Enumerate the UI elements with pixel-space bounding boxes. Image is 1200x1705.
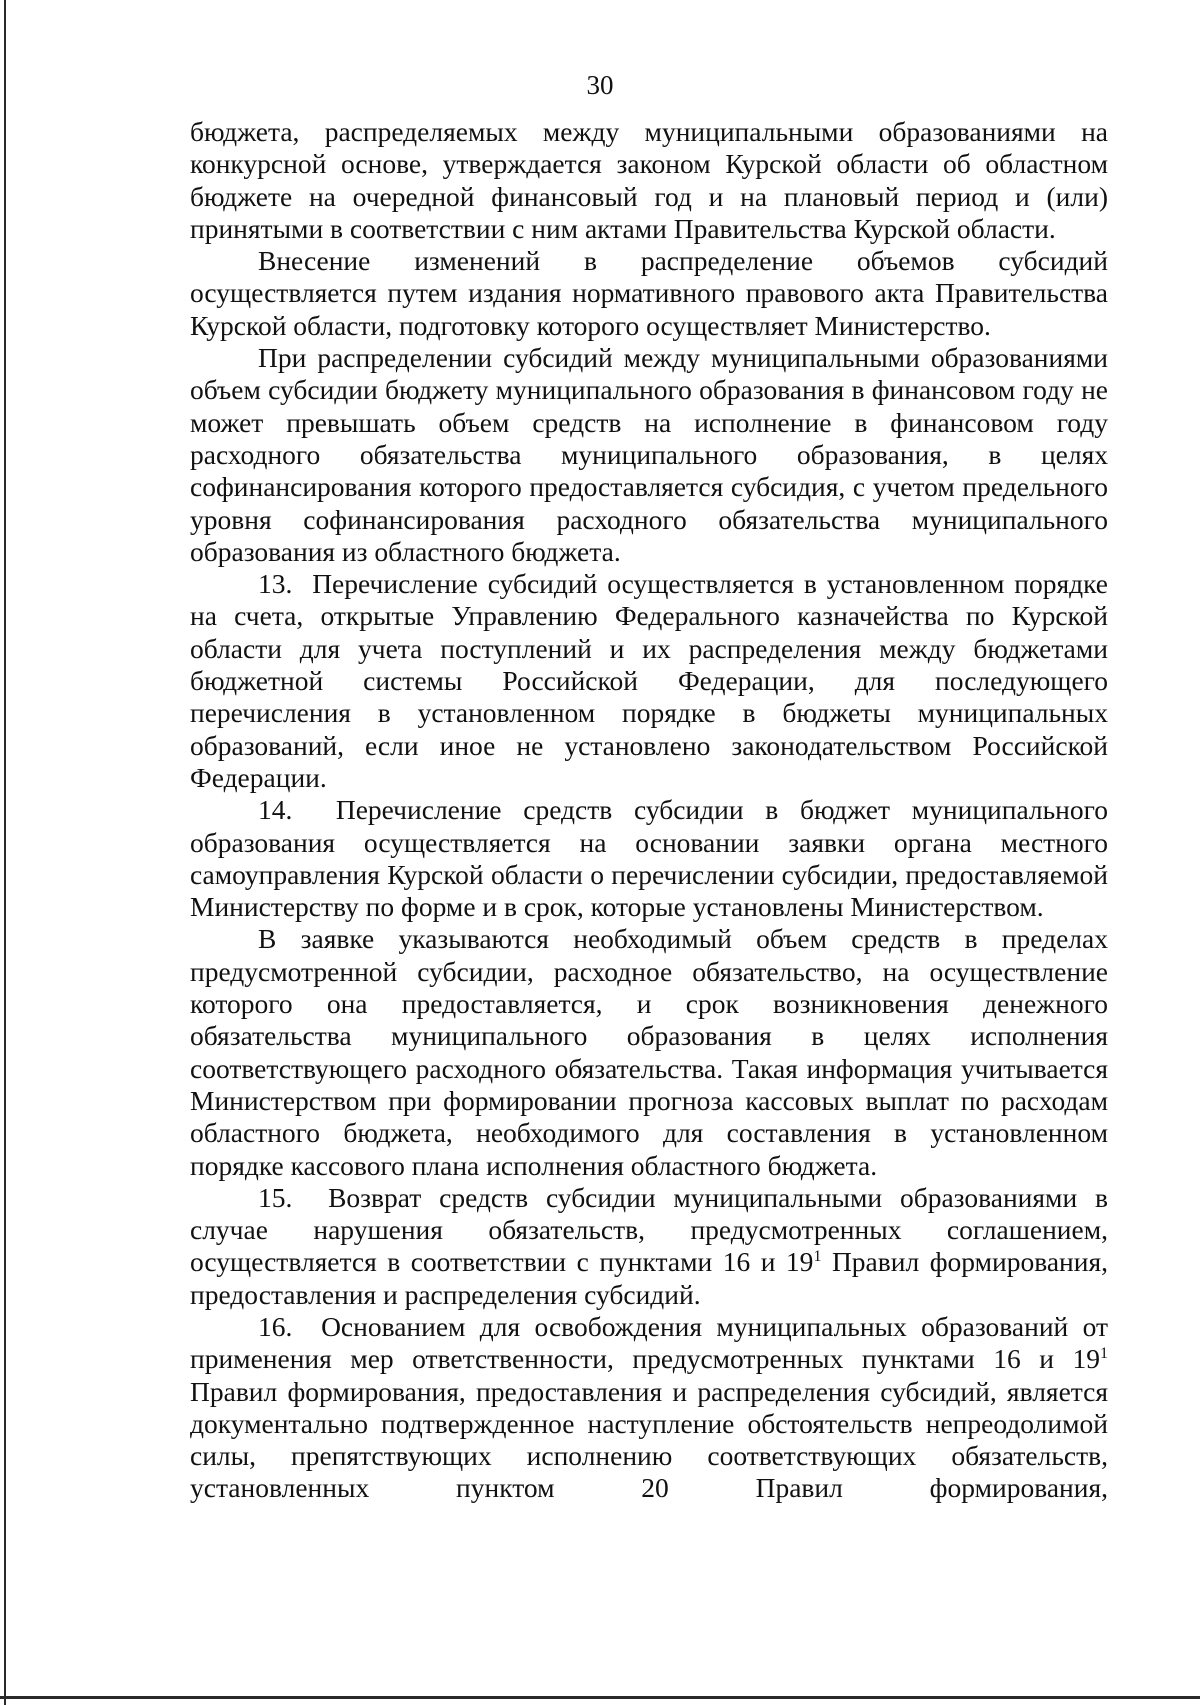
paragraph-amendments: Внесение изменений в распределение объемов субсидий осуществляется путем издания нормативного правового акта Правительства Курской области, подготовку которого осуществляет Министерство. bbox=[190, 245, 1108, 341]
paragraph-distribution-limit: При распределении субсидий между муниципальными образованиями объем субсидии бюджету муниципального образования в финансовом году не может превышать объем средств на исполнение в финансовом году расходного обязательства муниципального образования, в целях софинансирования которого предоставляется субсидия, с учетом предельного уровня софинансирования расходного обязательства муниципального образования из областного бюджета. bbox=[190, 342, 1108, 567]
paragraph-item-16 bbox=[190, 1311, 1108, 1505]
item-15-text-part-2: Правил формирования, предоставления и распределения субсидий. bbox=[190, 1246, 1108, 1310]
item-15-superscript: 1 bbox=[813, 1248, 822, 1266]
paragraph-item-15 bbox=[190, 1182, 1108, 1311]
scan-border-left bbox=[4, 0, 6, 1705]
item-16-text-part-2: Правил формирования, предоставления и распределения субсидий, является документально подтвержденное наступление обстоятельств непреодолимой силы, препятствующих исполнению соответствующих обязательств, установленных пунктом 20 Правил формирования, bbox=[190, 1375, 1108, 1504]
item-15-text-part-1: 15. Возврат средств субсидии муниципальными образованиями в случае нарушения обязательств, предусмотренных соглашением, осуществляется в соответствии с пунктами 16 и 19 bbox=[190, 1181, 1108, 1278]
item-16-text-part-1: 16. Основанием для освобождения муниципальных образований от применения мер ответственности, предусмотренных пунктами 16 и 19 bbox=[190, 1310, 1108, 1375]
paragraph-budget-approval: бюджета, распределяемых между муниципальными образованиями на конкурсной основе, утверждается законом Курской области об областном бюджете на очередной финансовый год и на плановый период и (или) принятыми в соответствии с ним актами Правительства Курской области. bbox=[190, 116, 1108, 244]
paragraph-item-14: 14. Перечисление средств субсидии в бюджет муниципального образования осуществляется на основании заявки органа местного самоуправления Курской области о перечислении субсидии, предоставляемой Министерству по форме и в срок, которые установлены Министерством. bbox=[190, 794, 1108, 923]
item-16-superscript: 1 bbox=[1100, 1345, 1108, 1363]
page-number: 30 bbox=[586, 70, 614, 100]
scan-border-bottom bbox=[0, 1696, 1200, 1699]
paragraph-application-contents: В заявке указываются необходимый объем средств в пределах предусмотренной субсидии, расходное обязательство, на осуществление которого она предоставляется, и срок возникновения денежного обязательства муниципального образования в целях исполнения соответствующего расходного обязательства. Такая информация учитывается Министерством при формировании прогноза кассовых выплат по расходам областного бюджета, необходимого для составления в установленном порядке кассового плана исполнения областного бюджета. bbox=[190, 923, 1108, 1181]
paragraph-item-13: 13. Перечисление субсидий осуществляется в установленном порядке на счета, открытые Управлению Федерального казначейства по Курской области для учета поступлений и их распределения между бюджетами бюджетной системы Российской Федерации, для последующего перечисления в установленном порядке в бюджеты муниципальных образований, если иное не установлено законодательством Российской Федерации. bbox=[190, 568, 1108, 793]
document-body bbox=[190, 116, 1108, 1505]
